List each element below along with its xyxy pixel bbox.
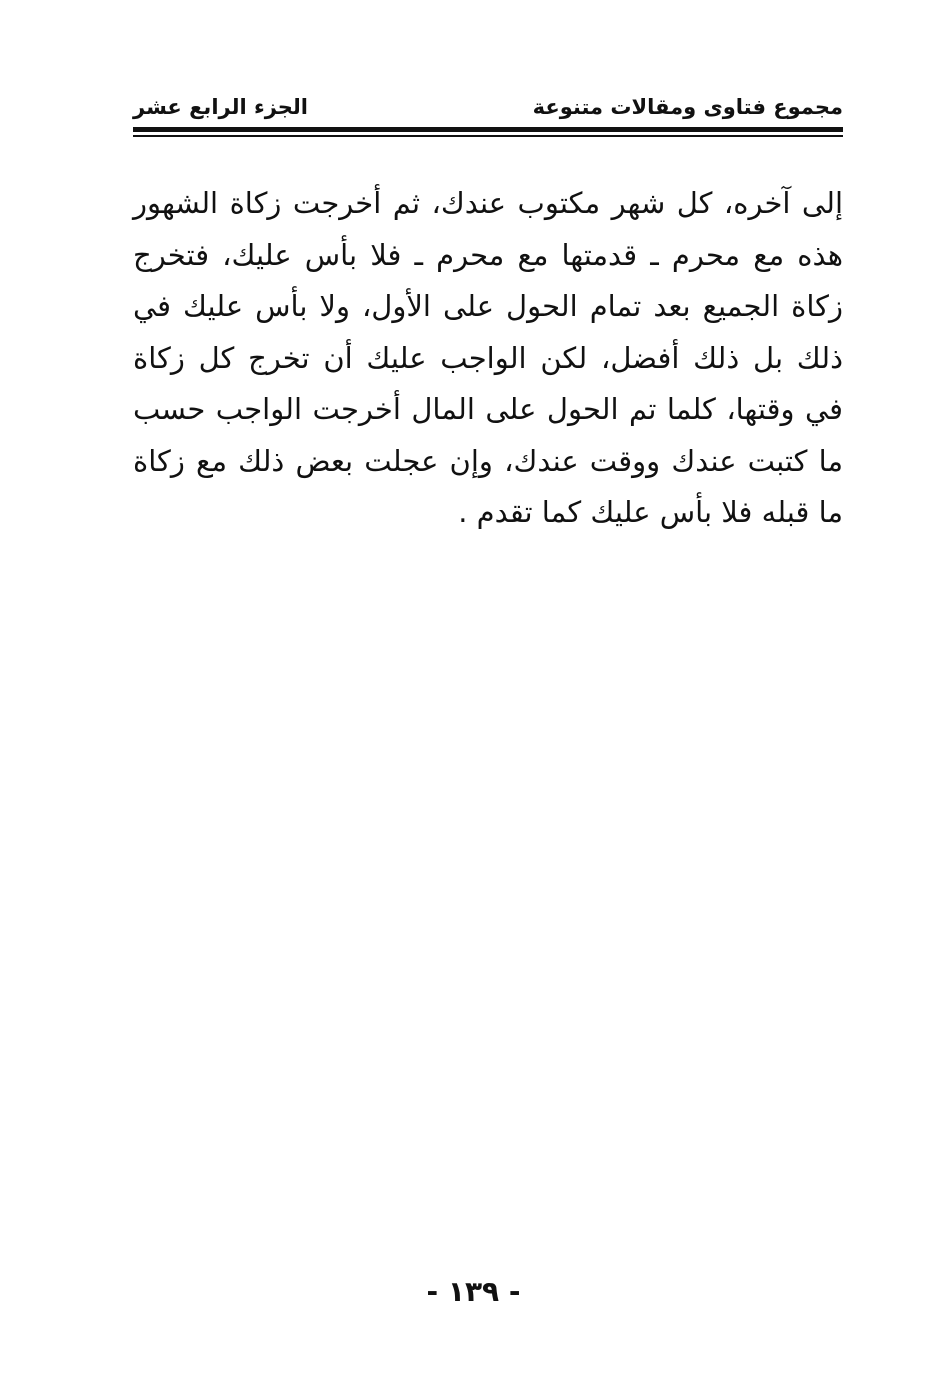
- header-rule-thick: [133, 127, 843, 132]
- book-title: مجموع فتاوى ومقالات متنوعة: [532, 95, 843, 119]
- header-rule-thin: [133, 135, 843, 137]
- volume-label: الجزء الرابع عشر: [133, 95, 308, 119]
- page-number: - ١٣٩ -: [426, 1275, 521, 1308]
- running-header: [133, 92, 843, 130]
- body-paragraph: إلى آخره، كل شهر مكتوب عندك، ثم أخرجت زكاة الشهور هذه مع محرم ـ قدمتها مع محرم ـ فلا بأس عليك، فتخرج زكاة الجميع بعد تمام الحول على الأول، ولا بأس عليك في ذلك بل ذلك أفضل، لكن الواجب عليك أن تخرج كل زكاة في وقتها، كلما تم الحول على المال أخرجت الواجب حسب ما كتبت عندك ووقت عندك، وإن عجلت بعض ذلك مع زكاة ما قبله فلا بأس عليك كما تقدم .: [133, 186, 843, 529]
